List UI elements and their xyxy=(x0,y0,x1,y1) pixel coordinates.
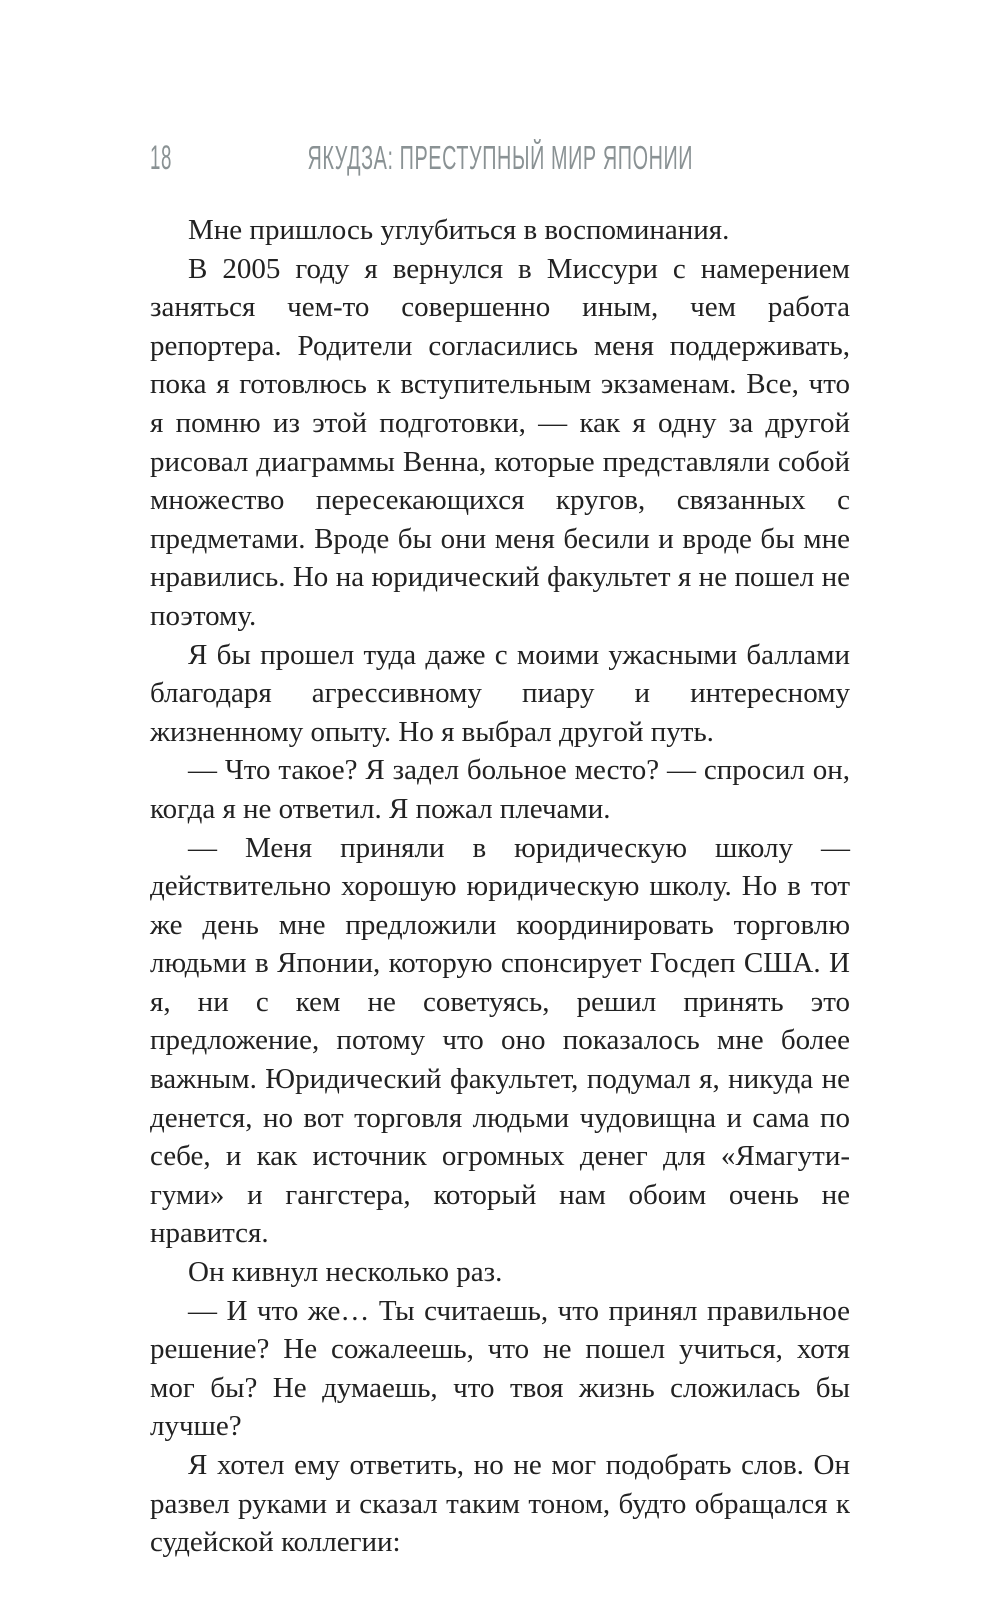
book-title-text: ЯКУДЗА: ПРЕСТУПНЫЙ МИР ЯПОНИИ xyxy=(307,139,693,176)
paragraph: В 2005 году я вернулся в Миссури с намерением заняться чем-то совершенно иным, чем работа репортера. Родители согласились меня поддерживать, пока я готовлюсь к вступительным экзаменам. Все, что я помню из этой подготовки, — как я одну за другой рисовал диаграммы Венна, которые представляли собой множество пересекающихся кругов, связанных с предметами. Вроде бы они меня бесили и вроде бы мне нравились. Но на юридический факультет я не пошел не поэтому. xyxy=(150,252,850,632)
paragraph: Я хотел ему ответить, но не мог подобрать слов. Он развел руками и сказал таким тоном, будто обращался к судейской коллегии: xyxy=(150,1449,850,1559)
paragraph: — Меня приняли в юридическую школу — действительно хорошую юридическую школу. Но в тот же день мне предложили координировать торговлю людьми в Японии, которую спонсирует Госдеп США. И я, ни с кем не советуясь, решил принять это предложение, потому что оно показалось мне более важным. Юридический факультет, подумал я, никуда не денется, но вот торговля людьми чудовищна и сама по себе, и как источник огромных денег для «Ямагути-гуми» и гангстера, который нам обоим очень не нравится. xyxy=(150,831,850,1250)
paragraph: Я бы прошел туда даже с моими ужасными баллами благодаря агрессивному пиару и интересному жизненному опыту. Но я выбрал другой путь. xyxy=(150,638,850,748)
paragraph: — И что же… Ты считаешь, что принял правильное решение? Не сожалеешь, что не пошел учиться, хотя мог бы? Не думаешь, что твоя жизнь сложилась бы лучше? xyxy=(150,1294,850,1443)
page-number: 18 xyxy=(150,139,172,177)
book-title-header xyxy=(150,138,850,178)
running-header xyxy=(150,138,850,178)
paragraph: Мне пришлось углубиться в воспоминания. xyxy=(188,214,730,246)
body-text xyxy=(150,211,850,1562)
paragraph: — Что такое? Я задел больное место? — спросил он, когда я не ответил. Я пожал плечами. xyxy=(150,754,850,825)
paragraph: Он кивнул несколько раз. xyxy=(188,1256,503,1289)
